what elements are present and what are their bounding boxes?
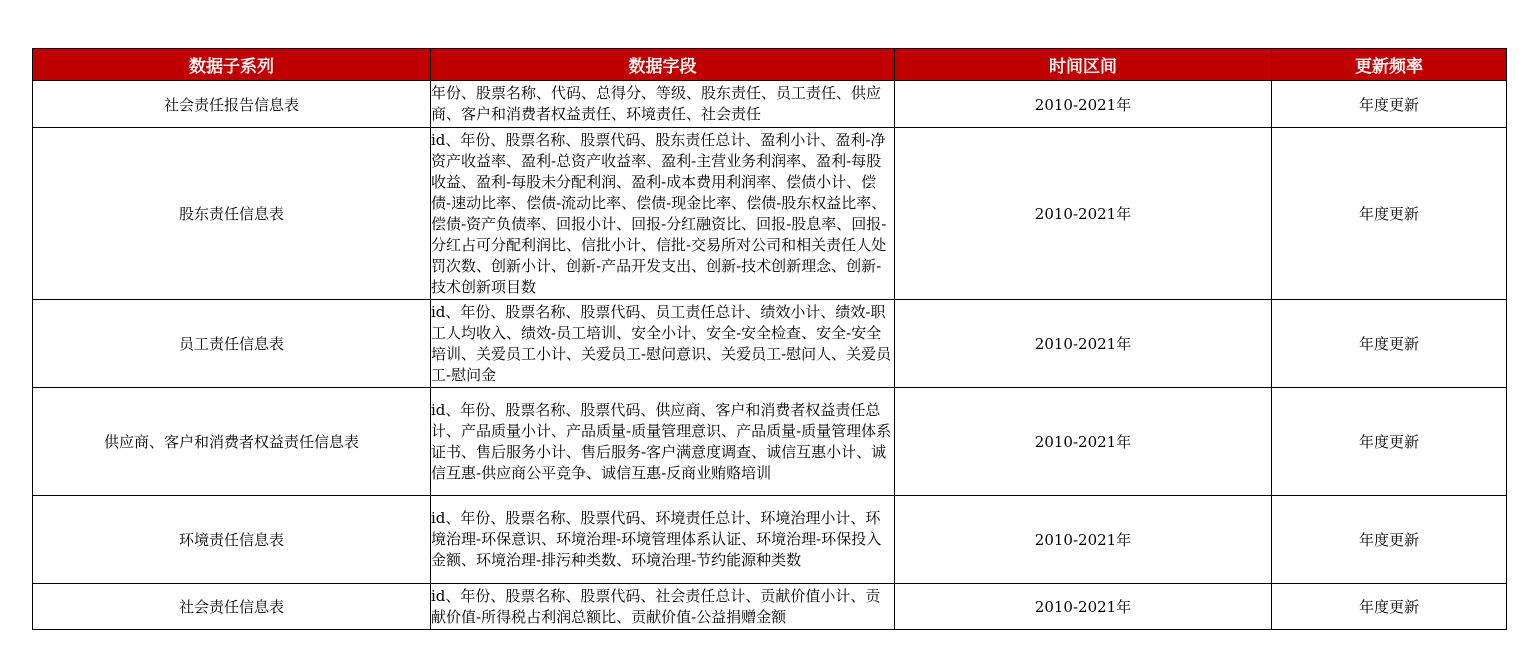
header-period: 时间区间	[895, 49, 1272, 81]
table-row	[33, 496, 1507, 584]
cell-frequency: 年度更新	[1272, 81, 1507, 128]
cell-fields: id、年份、股票名称、股票代码、员工责任总计、绩效小计、绩效-职工人均收入、绩效-员工培训、安全小计、安全-安全检查、安全-安全培训、关爱员工小计、关爱员工-慰问意识、关爱员工-慰问人、关爱员工-慰问金	[431, 300, 895, 388]
cell-series: 社会责任信息表	[33, 584, 431, 630]
cell-series: 供应商、客户和消费者权益责任信息表	[33, 388, 431, 496]
table-body	[33, 81, 1507, 630]
cell-frequency: 年度更新	[1272, 496, 1507, 584]
cell-frequency: 年度更新	[1272, 584, 1507, 630]
table-row	[33, 584, 1507, 630]
cell-period: 2010-2021年	[895, 128, 1272, 300]
header-frequency: 更新频率	[1272, 49, 1507, 81]
cell-period: 2010-2021年	[895, 584, 1272, 630]
cell-series: 股东责任信息表	[33, 128, 431, 300]
table-row	[33, 388, 1507, 496]
cell-period: 2010-2021年	[895, 388, 1272, 496]
cell-frequency: 年度更新	[1272, 128, 1507, 300]
header-fields: 数据字段	[431, 49, 895, 81]
table-row	[33, 300, 1507, 388]
table-header	[33, 49, 1507, 81]
cell-frequency: 年度更新	[1272, 388, 1507, 496]
header-row	[33, 49, 1507, 81]
table-row	[33, 128, 1507, 300]
data-series-table	[32, 48, 1507, 630]
cell-fields: id、年份、股票名称、股票代码、环境责任总计、环境治理小计、环境治理-环保意识、环境治理-环境管理体系认证、环境治理-环保投入金额、环境治理-排污种类数、环境治理-节约能源种类数	[431, 496, 895, 584]
cell-period: 2010-2021年	[895, 81, 1272, 128]
cell-series: 环境责任信息表	[33, 496, 431, 584]
table-row	[33, 81, 1507, 128]
cell-fields: id、年份、股票名称、股票代码、社会责任总计、贡献价值小计、贡献价值-所得税占利润总额比、贡献价值-公益捐赠金额	[431, 584, 895, 630]
cell-fields: id、年份、股票名称、股票代码、供应商、客户和消费者权益责任总计、产品质量小计、产品质量-质量管理意识、产品质量-质量管理体系证书、售后服务小计、售后服务-客户满意度调查、诚信互惠小计、诚信互惠-供应商公平竞争、诚信互惠-反商业贿赂培训	[431, 388, 895, 496]
cell-fields: 年份、股票名称、代码、总得分、等级、股东责任、员工责任、供应商、客户和消费者权益责任、环境责任、社会责任	[431, 81, 895, 128]
cell-period: 2010-2021年	[895, 496, 1272, 584]
cell-fields: id、年份、股票名称、股票代码、股东责任总计、盈利小计、盈利-净资产收益率、盈利-总资产收益率、盈利-主营业务利润率、盈利-每股收益、盈利-每股未分配利润、盈利-成本费用利润率、偿债小计、偿债-速动比率、偿债-流动比率、偿债-现金比率、偿债-股东权益比率、偿债-资产负债率、回报小计、回报-分红融资比、回报-股息率、回报-分红占可分配利润比、信批小计、信批-交易所对公司和相关责任人处罚次数、创新小计、创新-产品开发支出、创新-技术创新理念、创新-技术创新项目数	[431, 128, 895, 300]
cell-series: 员工责任信息表	[33, 300, 431, 388]
cell-period: 2010-2021年	[895, 300, 1272, 388]
cell-frequency: 年度更新	[1272, 300, 1507, 388]
cell-series: 社会责任报告信息表	[33, 81, 431, 128]
header-series: 数据子系列	[33, 49, 431, 81]
